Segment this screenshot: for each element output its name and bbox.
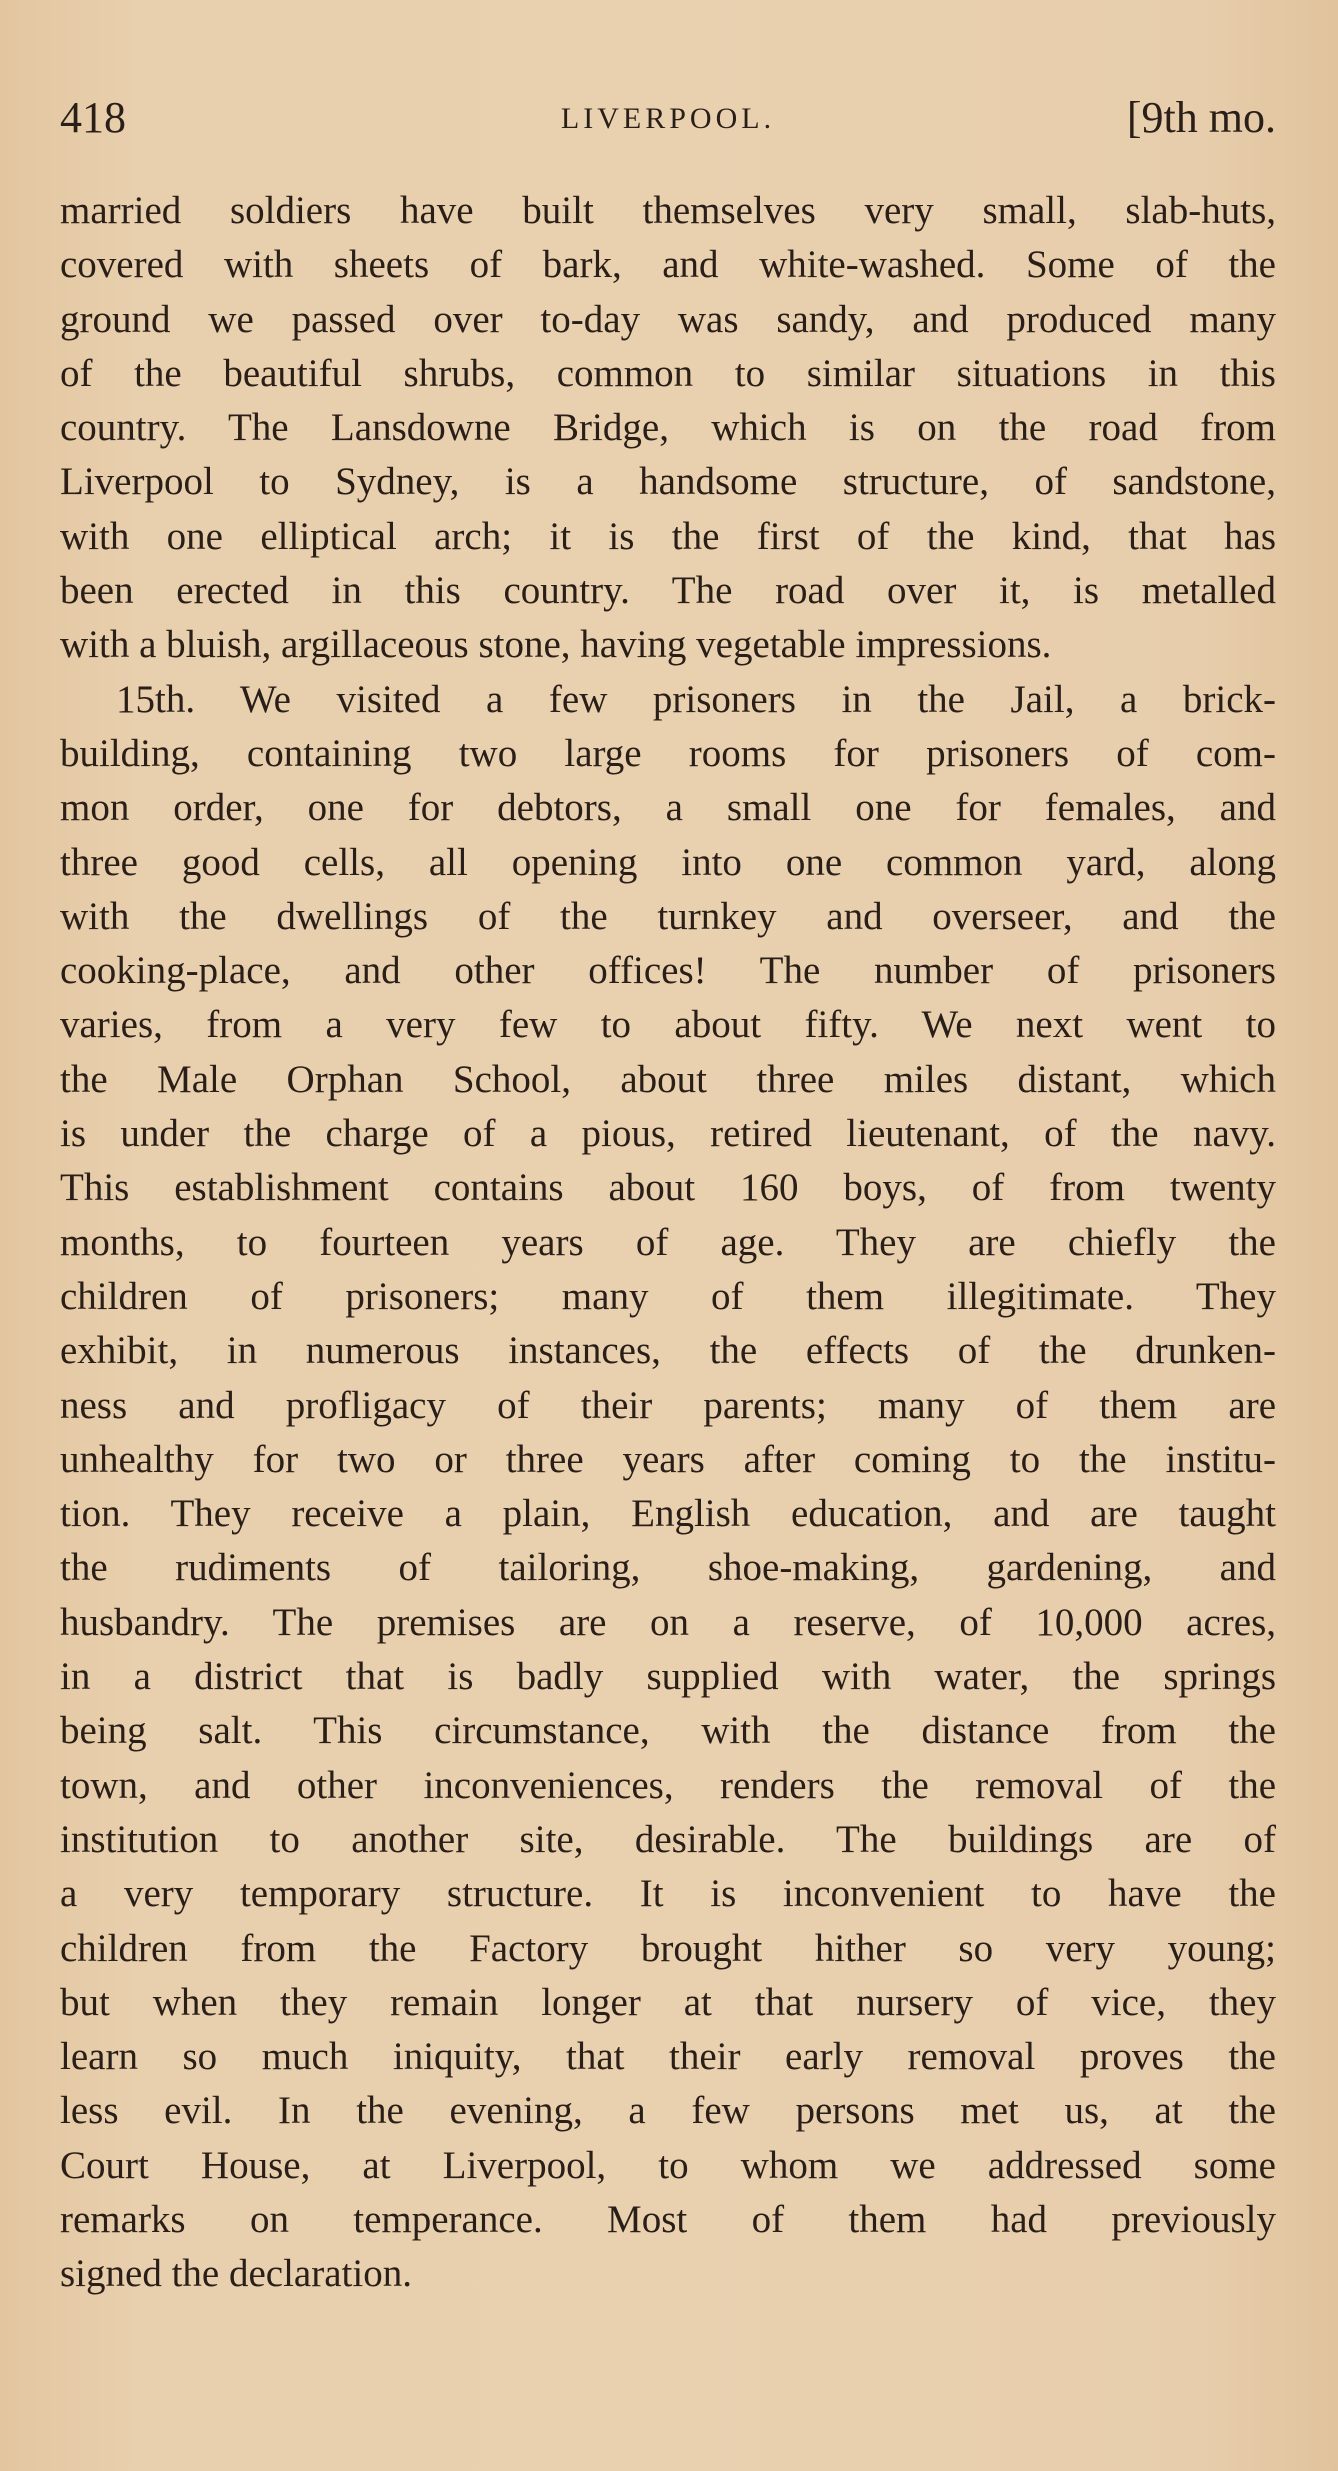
text-line: covered with sheets of bark, and white-washed. Some of the [60, 243, 1276, 287]
text-line: Liverpool to Sydney, is a handsome structure, of sandstone, [60, 460, 1276, 504]
text-line: children of prisoners; many of them illegitimate. They [60, 1274, 1276, 1318]
text-line: the Male Orphan School, about three miles distant, which [60, 1057, 1276, 1101]
text-line: less evil. In the evening, a few persons met us, at the [60, 2089, 1276, 2133]
text-line: three good cells, all opening into one common yard, along [60, 840, 1276, 884]
text-line: is under the charge of a pious, retired lieutenant, of the navy. [60, 1112, 1276, 1156]
text-line: been erected in this country. The road over it, is metalled [60, 569, 1276, 613]
text-line: cooking-place, and other offices! The number of prisoners [60, 949, 1276, 993]
running-title: LIVERPOOL. [560, 102, 776, 135]
page-number: 418 [60, 93, 126, 142]
page-header [60, 92, 1276, 152]
text-line: married soldiers have built themselves very small, slab-huts, [60, 189, 1276, 232]
text-line: 15th. We visited a few prisoners in the Jail, a brick- [116, 677, 1276, 721]
text-line: a very temporary structure. It is inconvenient to have the [60, 1872, 1276, 1916]
text-line: of the beautiful shrubs, common to similar situations in this [60, 351, 1276, 395]
text-line: ness and profligacy of their parents; many of them are [60, 1383, 1276, 1427]
date-heading: [9th mo. [1126, 93, 1276, 142]
text-line: with the dwellings of the turnkey and overseer, and the [60, 894, 1276, 938]
text-line: institution to another site, desirable. The buildings are of [60, 1817, 1276, 1861]
text-line: signed the declaration. [60, 2252, 412, 2296]
text-line: the rudiments of tailoring, shoe-making, gardening, and [60, 1546, 1276, 1590]
text-line: in a district that is badly supplied with water, the springs [60, 1655, 1276, 1699]
text-line: mon order, one for debtors, a small one for females, and [60, 786, 1276, 830]
text-line: children from the Factory brought hither so very young; [60, 1926, 1276, 1970]
text-line: Court House, at Liverpool, to whom we addressed some [60, 2143, 1276, 2187]
text-line: months, to fourteen years of age. They are chiefly the [60, 1220, 1276, 1264]
text-line: being salt. This circumstance, with the distance from the [60, 1709, 1276, 1753]
text-line: remarks on temperance. Most of them had previously [60, 2197, 1276, 2241]
text-line: varies, from a very few to about fifty. We next went to [60, 1003, 1276, 1047]
text-line: town, and other inconveniences, renders the removal of the [60, 1763, 1276, 1807]
text-line: building, containing two large rooms for prisoners of com- [60, 731, 1276, 775]
text-line: with a bluish, argillaceous stone, having vegetable impressions. [60, 623, 1052, 667]
text-line: learn so much iniquity, that their early removal proves the [60, 2035, 1276, 2079]
text-line: exhibit, in numerous instances, the effects of the drunken- [60, 1329, 1276, 1373]
text-line: but when they remain longer at that nursery of vice, they [60, 1980, 1276, 2024]
text-line: ground we passed over to-day was sandy, and produced many [60, 297, 1276, 341]
body-text [60, 184, 1276, 2302]
text-line: unhealthy for two or three years after coming to the institu- [60, 1437, 1276, 1481]
text-line: tion. They receive a plain, English education, and are taught [60, 1492, 1276, 1536]
text-line: This establishment contains about 160 boys, of from twenty [60, 1166, 1276, 1210]
text-line: with one elliptical arch; it is the first of the kind, that has [60, 514, 1276, 558]
text-line: husbandry. The premises are on a reserve, of 10,000 acres, [60, 1600, 1276, 1644]
text-line: country. The Lansdowne Bridge, which is on the road from [60, 406, 1276, 450]
